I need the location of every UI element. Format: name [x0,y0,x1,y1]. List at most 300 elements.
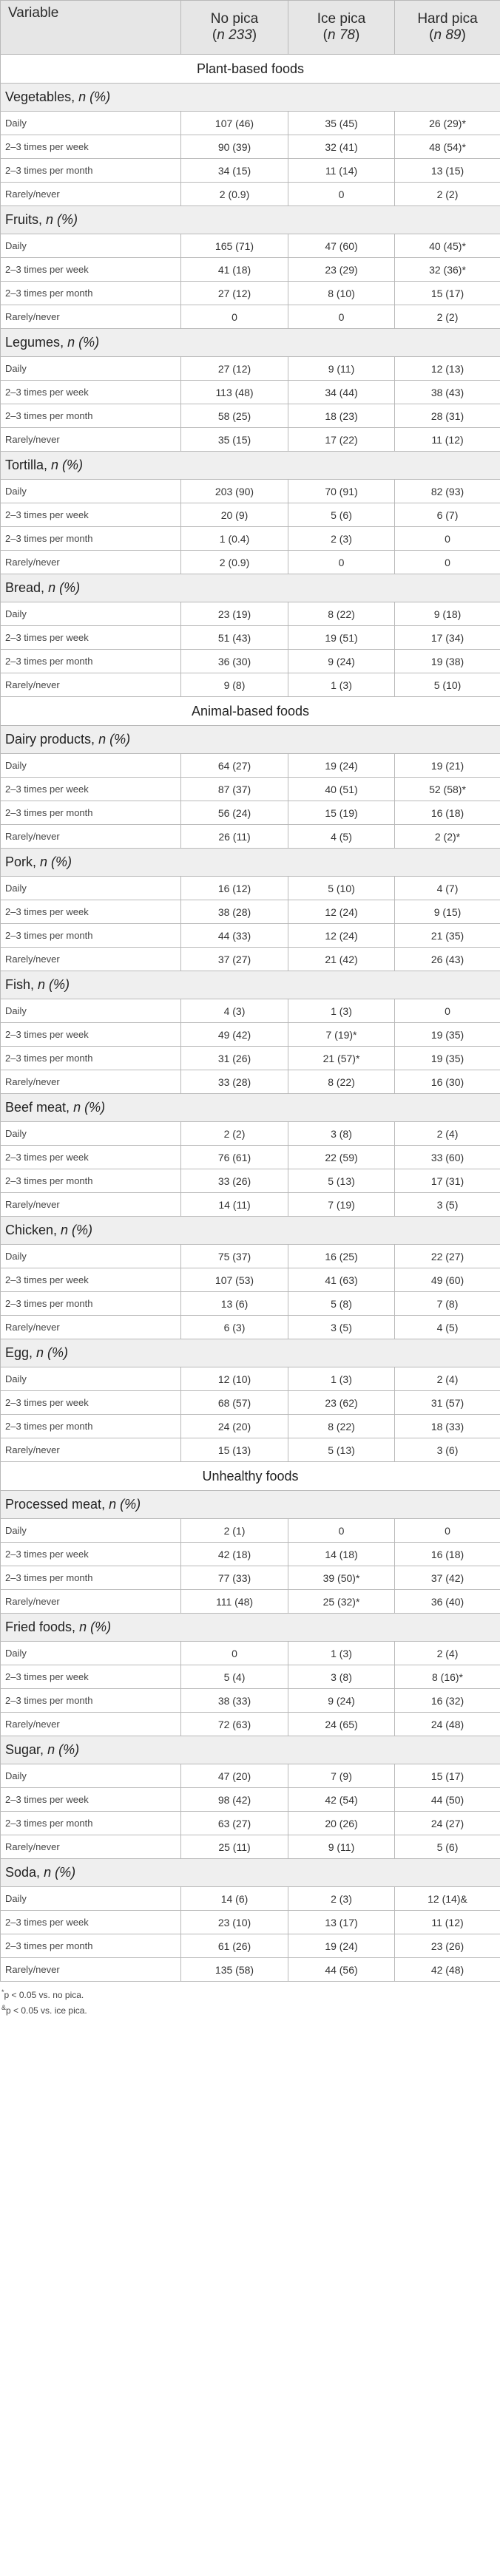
category-row [1,574,500,602]
cell-no-pica: 41 (18) [181,258,288,282]
cell-ice-pica: 19 (24) [288,1934,395,1958]
cell-ice-pica: 8 (22) [288,1070,395,1094]
category-unit: n (%) [36,1345,69,1360]
row-label: 2–3 times per week [1,900,181,924]
row-label: 2–3 times per month [1,801,181,825]
cell-hard-pica: 19 (35) [395,1047,500,1070]
category-unit: n (%) [46,212,78,227]
cell-hard-pica: 19 (35) [395,1023,500,1047]
cell-no-pica: 113 (48) [181,381,288,404]
cell-no-pica: 42 (18) [181,1543,288,1566]
table-row [1,1070,500,1094]
cell-ice-pica: 9 (24) [288,650,395,673]
table-row [1,948,500,971]
category-name: Chicken [5,1223,54,1237]
category-name: Egg [5,1345,30,1360]
row-label: Daily [1,999,181,1023]
category-unit: n (%) [38,977,70,992]
row-label: 2–3 times per month [1,404,181,428]
header-group-no-pica: No pica (n 233) [181,1,288,55]
cell-ice-pica: 7 (19) [288,1193,395,1217]
cell-hard-pica: 38 (43) [395,381,500,404]
cell-ice-pica: 32 (41) [288,135,395,159]
cell-hard-pica: 9 (15) [395,900,500,924]
table-row [1,1689,500,1713]
table-row [1,673,500,697]
cell-no-pica: 31 (26) [181,1047,288,1070]
table-row [1,428,500,452]
table-row [1,1122,500,1146]
cell-no-pica: 14 (6) [181,1887,288,1911]
table-row [1,1169,500,1193]
cell-hard-pica: 3 (5) [395,1193,500,1217]
cell-no-pica: 33 (28) [181,1070,288,1094]
cell-no-pica: 47 (20) [181,1764,288,1788]
footnote-text: p < 0.05 vs. ice pica. [6,2005,87,2016]
cell-no-pica: 20 (9) [181,503,288,527]
cell-no-pica: 77 (33) [181,1566,288,1590]
cell-ice-pica: 1 (3) [288,1642,395,1665]
row-label: Rarely/never [1,183,181,206]
cell-ice-pica: 3 (8) [288,1665,395,1689]
cell-no-pica: 107 (53) [181,1268,288,1292]
category-row [1,452,500,480]
table-row [1,1391,500,1415]
cell-no-pica: 38 (33) [181,1689,288,1713]
cell-ice-pica: 9 (24) [288,1689,395,1713]
cell-ice-pica: 0 [288,1519,395,1543]
cell-no-pica: 58 (25) [181,404,288,428]
row-label: 2–3 times per week [1,503,181,527]
table-row [1,1193,500,1217]
cell-hard-pica: 8 (16)* [395,1665,500,1689]
group-name: Ice pica [317,11,366,27]
cell-hard-pica: 12 (14)& [395,1887,500,1911]
row-label: 2–3 times per week [1,1391,181,1415]
table-row [1,900,500,924]
cell-no-pica: 13 (6) [181,1292,288,1316]
cell-no-pica: 98 (42) [181,1788,288,1812]
category-row [1,1614,500,1642]
category-row [1,1736,500,1764]
table-row [1,1415,500,1438]
table-row [1,183,500,206]
cell-ice-pica: 5 (8) [288,1292,395,1316]
row-label: Rarely/never [1,1316,181,1339]
category-name: Fish [5,977,31,992]
table-row [1,282,500,305]
table-row [1,1268,500,1292]
cell-ice-pica: 3 (5) [288,1316,395,1339]
table-row [1,527,500,551]
cell-ice-pica: 7 (9) [288,1764,395,1788]
category-title: Legumes, n (%) [1,329,500,357]
table-row [1,1911,500,1934]
row-label: Rarely/never [1,1438,181,1462]
category-name: Vegetables [5,89,72,104]
cell-ice-pica: 7 (19)* [288,1023,395,1047]
cell-hard-pica: 2 (2)* [395,825,500,849]
cell-ice-pica: 39 (50)* [288,1566,395,1590]
table-row [1,1519,500,1543]
cell-no-pica: 26 (11) [181,825,288,849]
category-unit: n (%) [48,580,81,595]
cell-no-pica: 49 (42) [181,1023,288,1047]
category-name: Fried foods [5,1620,72,1634]
section-title: Unhealthy foods [1,1462,500,1491]
category-title: Soda, n (%) [1,1859,500,1887]
category-title: Vegetables, n (%) [1,84,500,112]
table-row [1,754,500,778]
table-row [1,1292,500,1316]
category-row [1,726,500,754]
cell-no-pica: 2 (2) [181,1122,288,1146]
cell-ice-pica: 25 (32)* [288,1590,395,1614]
cell-ice-pica: 21 (57)* [288,1047,395,1070]
table-row [1,503,500,527]
cell-hard-pica: 11 (12) [395,1911,500,1934]
cell-no-pica: 34 (15) [181,159,288,183]
cell-ice-pica: 5 (6) [288,503,395,527]
category-row [1,1217,500,1245]
table-row [1,1958,500,1982]
cell-hard-pica: 4 (5) [395,1316,500,1339]
row-label: Daily [1,602,181,626]
cell-no-pica: 203 (90) [181,480,288,503]
table-row [1,1245,500,1268]
row-label: Rarely/never [1,1835,181,1859]
cell-hard-pica: 2 (2) [395,305,500,329]
category-unit: n (%) [109,1497,141,1512]
row-label: 2–3 times per week [1,1268,181,1292]
cell-no-pica: 56 (24) [181,801,288,825]
cell-no-pica: 14 (11) [181,1193,288,1217]
category-row [1,971,500,999]
cell-ice-pica: 5 (13) [288,1169,395,1193]
category-row [1,206,500,234]
row-label: Rarely/never [1,428,181,452]
row-label: Daily [1,1764,181,1788]
table-row [1,551,500,574]
category-title: Fried foods, n (%) [1,1614,500,1642]
row-label: Rarely/never [1,1713,181,1736]
table-body [1,55,500,1982]
table-row [1,825,500,849]
cell-ice-pica: 2 (3) [288,527,395,551]
cell-hard-pica: 28 (31) [395,404,500,428]
header-group-ice-pica: Ice pica (n 78) [288,1,395,55]
cell-ice-pica: 44 (56) [288,1958,395,1982]
row-label: Daily [1,1367,181,1391]
cell-ice-pica: 40 (51) [288,778,395,801]
cell-hard-pica: 48 (54)* [395,135,500,159]
cell-hard-pica: 22 (27) [395,1245,500,1268]
table-row [1,999,500,1023]
row-label: Daily [1,1519,181,1543]
cell-hard-pica: 24 (27) [395,1812,500,1835]
cell-no-pica: 12 (10) [181,1367,288,1391]
cell-no-pica: 64 (27) [181,754,288,778]
row-label: 2–3 times per month [1,1415,181,1438]
row-label: 2–3 times per month [1,282,181,305]
cell-ice-pica: 5 (10) [288,877,395,900]
row-label: Rarely/never [1,1070,181,1094]
header-group-hard-pica: Hard pica (n 89) [395,1,500,55]
cell-ice-pica: 0 [288,183,395,206]
cell-no-pica: 165 (71) [181,234,288,258]
cell-no-pica: 63 (27) [181,1812,288,1835]
category-unit: n (%) [47,1742,80,1757]
table-row [1,1788,500,1812]
cell-no-pica: 0 [181,1642,288,1665]
row-label: 2–3 times per month [1,924,181,948]
cell-ice-pica: 22 (59) [288,1146,395,1169]
table-row [1,924,500,948]
row-label: 2–3 times per month [1,1292,181,1316]
cell-hard-pica: 24 (48) [395,1713,500,1736]
table-row [1,1367,500,1391]
category-name: Bread [5,580,41,595]
cell-ice-pica: 4 (5) [288,825,395,849]
cell-hard-pica: 0 [395,527,500,551]
table-row [1,602,500,626]
table-row [1,1146,500,1169]
cell-no-pica: 37 (27) [181,948,288,971]
cell-ice-pica: 9 (11) [288,357,395,381]
table-row [1,1642,500,1665]
table-row [1,778,500,801]
cell-ice-pica: 13 (17) [288,1911,395,1934]
category-title: Beef meat, n (%) [1,1094,500,1122]
row-label: 2–3 times per week [1,1911,181,1934]
cell-ice-pica: 11 (14) [288,159,395,183]
section-row [1,55,500,84]
category-name: Pork [5,854,33,869]
table-row [1,234,500,258]
category-title: Fruits, n (%) [1,206,500,234]
row-label: 2–3 times per month [1,1689,181,1713]
row-label: 2–3 times per month [1,159,181,183]
cell-no-pica: 68 (57) [181,1391,288,1415]
cell-hard-pica: 16 (30) [395,1070,500,1094]
category-unit: n (%) [40,854,72,869]
table-row [1,1590,500,1614]
category-unit: n (%) [73,1100,106,1115]
cell-hard-pica: 16 (32) [395,1689,500,1713]
cell-no-pica: 90 (39) [181,135,288,159]
row-label: Daily [1,234,181,258]
row-label: Rarely/never [1,1958,181,1982]
table-row [1,1047,500,1070]
cell-no-pica: 27 (12) [181,357,288,381]
cell-ice-pica: 19 (24) [288,754,395,778]
table-row [1,1566,500,1590]
cell-no-pica: 23 (10) [181,1911,288,1934]
cell-hard-pica: 3 (6) [395,1438,500,1462]
footnote [1,1986,500,2002]
table-row [1,112,500,135]
category-unit: n (%) [78,89,111,104]
row-label: 2–3 times per month [1,527,181,551]
section-title: Animal-based foods [1,697,500,726]
table-row [1,1438,500,1462]
cell-no-pica: 2 (0.9) [181,183,288,206]
cell-hard-pica: 17 (34) [395,626,500,650]
category-title: Bread, n (%) [1,574,500,602]
row-label: Rarely/never [1,673,181,697]
cell-no-pica: 107 (46) [181,112,288,135]
category-row [1,84,500,112]
row-label: Daily [1,357,181,381]
row-label: Rarely/never [1,1193,181,1217]
cell-ice-pica: 9 (11) [288,1835,395,1859]
category-row [1,849,500,877]
category-unit: n (%) [79,1620,112,1634]
cell-no-pica: 5 (4) [181,1665,288,1689]
cell-ice-pica: 23 (29) [288,258,395,282]
cell-hard-pica: 16 (18) [395,801,500,825]
cell-ice-pica: 16 (25) [288,1245,395,1268]
row-label: 2–3 times per week [1,135,181,159]
section-row [1,1462,500,1491]
row-label: 2–3 times per month [1,650,181,673]
category-row [1,1491,500,1519]
category-row [1,1339,500,1367]
cell-no-pica: 33 (26) [181,1169,288,1193]
group-name: Hard pica [417,11,478,27]
row-label: 2–3 times per week [1,1788,181,1812]
table-row [1,159,500,183]
cell-hard-pica: 82 (93) [395,480,500,503]
category-title: Pork, n (%) [1,849,500,877]
category-name: Sugar [5,1742,41,1757]
table-row [1,877,500,900]
category-name: Fruits [5,212,38,227]
category-name: Dairy products [5,732,92,747]
cell-hard-pica: 49 (60) [395,1268,500,1292]
cell-hard-pica: 15 (17) [395,282,500,305]
cell-hard-pica: 12 (13) [395,357,500,381]
row-label: 2–3 times per month [1,1169,181,1193]
row-label: Rarely/never [1,551,181,574]
cell-no-pica: 76 (61) [181,1146,288,1169]
row-label: Daily [1,754,181,778]
category-title: Fish, n (%) [1,971,500,999]
cell-ice-pica: 8 (10) [288,282,395,305]
row-label: Daily [1,877,181,900]
row-label: Daily [1,1122,181,1146]
cell-no-pica: 6 (3) [181,1316,288,1339]
cell-ice-pica: 8 (22) [288,1415,395,1438]
category-unit: n (%) [44,1865,76,1880]
cell-no-pica: 9 (8) [181,673,288,697]
cell-ice-pica: 20 (26) [288,1812,395,1835]
row-label: 2–3 times per week [1,381,181,404]
cell-hard-pica: 0 [395,999,500,1023]
row-label: Rarely/never [1,825,181,849]
cell-ice-pica: 0 [288,305,395,329]
cell-no-pica: 44 (33) [181,924,288,948]
category-row [1,1859,500,1887]
group-name: No pica [210,11,259,27]
group-n: n 89 [433,27,462,43]
category-unit: n (%) [67,335,100,350]
cell-no-pica: 36 (30) [181,650,288,673]
table-row [1,650,500,673]
table-row [1,1812,500,1835]
table-row [1,1934,500,1958]
category-name: Soda [5,1865,37,1880]
row-label: 2–3 times per week [1,626,181,650]
cell-ice-pica: 15 (19) [288,801,395,825]
cell-ice-pica: 47 (60) [288,234,395,258]
cell-no-pica: 23 (19) [181,602,288,626]
cell-ice-pica: 34 (44) [288,381,395,404]
table-row [1,1543,500,1566]
cell-ice-pica: 2 (3) [288,1887,395,1911]
table-row [1,1835,500,1859]
cell-ice-pica: 42 (54) [288,1788,395,1812]
category-title: Tortilla, n (%) [1,452,500,480]
cell-ice-pica: 19 (51) [288,626,395,650]
row-label: 2–3 times per month [1,1047,181,1070]
row-label: 2–3 times per month [1,1566,181,1590]
row-label: 2–3 times per week [1,1543,181,1566]
table-row [1,1713,500,1736]
cell-ice-pica: 0 [288,551,395,574]
cell-ice-pica: 12 (24) [288,900,395,924]
footnote [1,2002,500,2017]
table-row [1,381,500,404]
cell-no-pica: 24 (20) [181,1415,288,1438]
group-n: n 78 [328,27,355,43]
cell-ice-pica: 1 (3) [288,999,395,1023]
cell-ice-pica: 8 (22) [288,602,395,626]
cell-hard-pica: 37 (42) [395,1566,500,1590]
cell-hard-pica: 26 (29)* [395,112,500,135]
row-label: 2–3 times per week [1,1023,181,1047]
cell-hard-pica: 11 (12) [395,428,500,452]
category-name: Beef meat [5,1100,67,1115]
cell-hard-pica: 17 (31) [395,1169,500,1193]
category-title: Processed meat, n (%) [1,1491,500,1519]
cell-hard-pica: 0 [395,1519,500,1543]
cell-ice-pica: 12 (24) [288,924,395,948]
cell-ice-pica: 14 (18) [288,1543,395,1566]
category-unit: n (%) [98,732,131,747]
cell-no-pica: 72 (63) [181,1713,288,1736]
cell-no-pica: 111 (48) [181,1590,288,1614]
table-row [1,357,500,381]
row-label: 2–3 times per week [1,1146,181,1169]
cell-ice-pica: 3 (8) [288,1122,395,1146]
cell-no-pica: 135 (58) [181,1958,288,1982]
cell-ice-pica: 21 (42) [288,948,395,971]
cell-no-pica: 27 (12) [181,282,288,305]
cell-ice-pica: 24 (65) [288,1713,395,1736]
cell-no-pica: 35 (15) [181,428,288,452]
table-row [1,305,500,329]
row-label: Rarely/never [1,948,181,971]
cell-no-pica: 2 (0.9) [181,551,288,574]
row-label: Daily [1,1245,181,1268]
table-row [1,404,500,428]
table-row [1,1764,500,1788]
cell-hard-pica: 2 (4) [395,1122,500,1146]
cell-hard-pica: 2 (2) [395,183,500,206]
category-row [1,1094,500,1122]
category-name: Tortilla [5,458,44,472]
